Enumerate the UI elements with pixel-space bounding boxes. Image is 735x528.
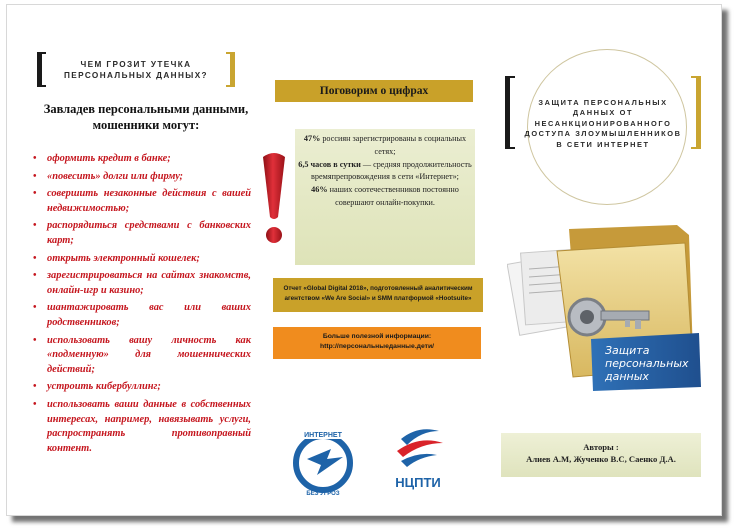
- list-item: • распорядиться средствами с банковских карт;: [33, 220, 251, 246]
- threat-list: [33, 152, 251, 459]
- internet-safe-logo-icon: [287, 425, 359, 497]
- list-item: • устроить кибербуллинг;: [33, 380, 251, 395]
- list-item: • зарегистрироваться на сайтах знакомств, онлайн-игр и казино;: [33, 270, 251, 296]
- source-note: Отчет «Global Digital 2018», подготовленный аналитическим агентством «We Are Social» и SMM платформой «Hootsuite»: [273, 278, 483, 312]
- stat-line: 47% россиян зарегистрированы в социальных сетях;: [303, 134, 467, 156]
- folder-key-illustration: [507, 221, 703, 393]
- bullet-icon: •: [33, 252, 37, 264]
- bullet-icon: •: [33, 381, 37, 393]
- list-item: • открыть электронный кошелек;: [33, 252, 251, 267]
- numbers-heading: Поговорим о цифрах: [275, 80, 473, 102]
- list-item: • совершить незаконные действия с вашей недвижимостью;: [33, 188, 251, 214]
- bullet-icon: •: [33, 398, 37, 410]
- logo1-top-text: ИНТЕРНЕТ: [304, 432, 342, 439]
- brochure-sheet: [6, 4, 722, 516]
- folder-label-line2: персональных: [605, 357, 689, 370]
- bracket-right: [691, 76, 701, 149]
- list-item: • использовать вашу личность как «подменную» для мошеннических действий;: [33, 334, 251, 375]
- bullet-icon: •: [33, 302, 37, 314]
- list-item: • шантажировать вас или ваших родственников;: [33, 302, 251, 328]
- bullet-icon: •: [33, 220, 37, 232]
- bullet-icon: •: [33, 334, 37, 346]
- info-box: [273, 327, 481, 359]
- bracket-left: [37, 52, 46, 87]
- authors-label: Авторы :: [583, 442, 619, 452]
- main-title: ЗАЩИТА ПЕРСОНАЛЬНЫХ ДАННЫХ ОТ НЕСАНКЦИОНИРОВАННОГО ДОСТУПА ЗЛОУМЫШЛЕННИКОВ В СЕТИ ИНТЕРНЕТ: [524, 98, 682, 149]
- info-link[interactable]: http://персональныеданные.дети/: [319, 343, 435, 350]
- bullet-icon: •: [33, 188, 37, 200]
- main-title-box: [505, 73, 701, 149]
- authors-names: Алиев А.М, Жученко В.С, Саенко Д.А.: [526, 454, 676, 464]
- stat-line: 46% наших соотечественников постоянно совершают онлайн-покупки.: [311, 185, 459, 207]
- bracket-left: [505, 76, 515, 149]
- list-item: • «повесить» долги или фирму;: [33, 170, 251, 185]
- logo1-bottom-text: БЕЗ УГРОЗ: [306, 491, 340, 497]
- bullet-icon: •: [33, 170, 37, 182]
- ncpti-logo-icon: [385, 417, 451, 495]
- exclamation-icon: [261, 151, 287, 247]
- logo2-text: НЦПТИ: [395, 475, 441, 490]
- threat-heading-box: [37, 49, 235, 87]
- bullet-icon: •: [33, 270, 37, 282]
- list-item: • использовать ваши данные в собственных интересах, например, навязывать услуги, распространять противоправный контент.: [33, 398, 251, 454]
- bracket-right: [226, 52, 235, 87]
- bullet-icon: •: [33, 153, 37, 164]
- list-item: • оформить кредит в банке;: [33, 152, 251, 167]
- intro-text: Завладев персональными данными, мошенники могут:: [43, 102, 249, 132]
- folder-label-line1: Защита: [605, 344, 650, 357]
- stat-line: 6,5 часов в сутки — средняя продолжительность времяпрепровождения в сети «Интернет»;: [298, 159, 472, 182]
- stats-box: [295, 129, 475, 265]
- authors-box: [501, 433, 701, 477]
- folder-label-line3: данных: [605, 370, 649, 383]
- threat-heading: ЧЕМ ГРОЗИТ УТЕЧКА ПЕРСОНАЛЬНЫХ ДАННЫХ?: [64, 60, 208, 80]
- info-label: Больше полезной информации:: [322, 333, 432, 340]
